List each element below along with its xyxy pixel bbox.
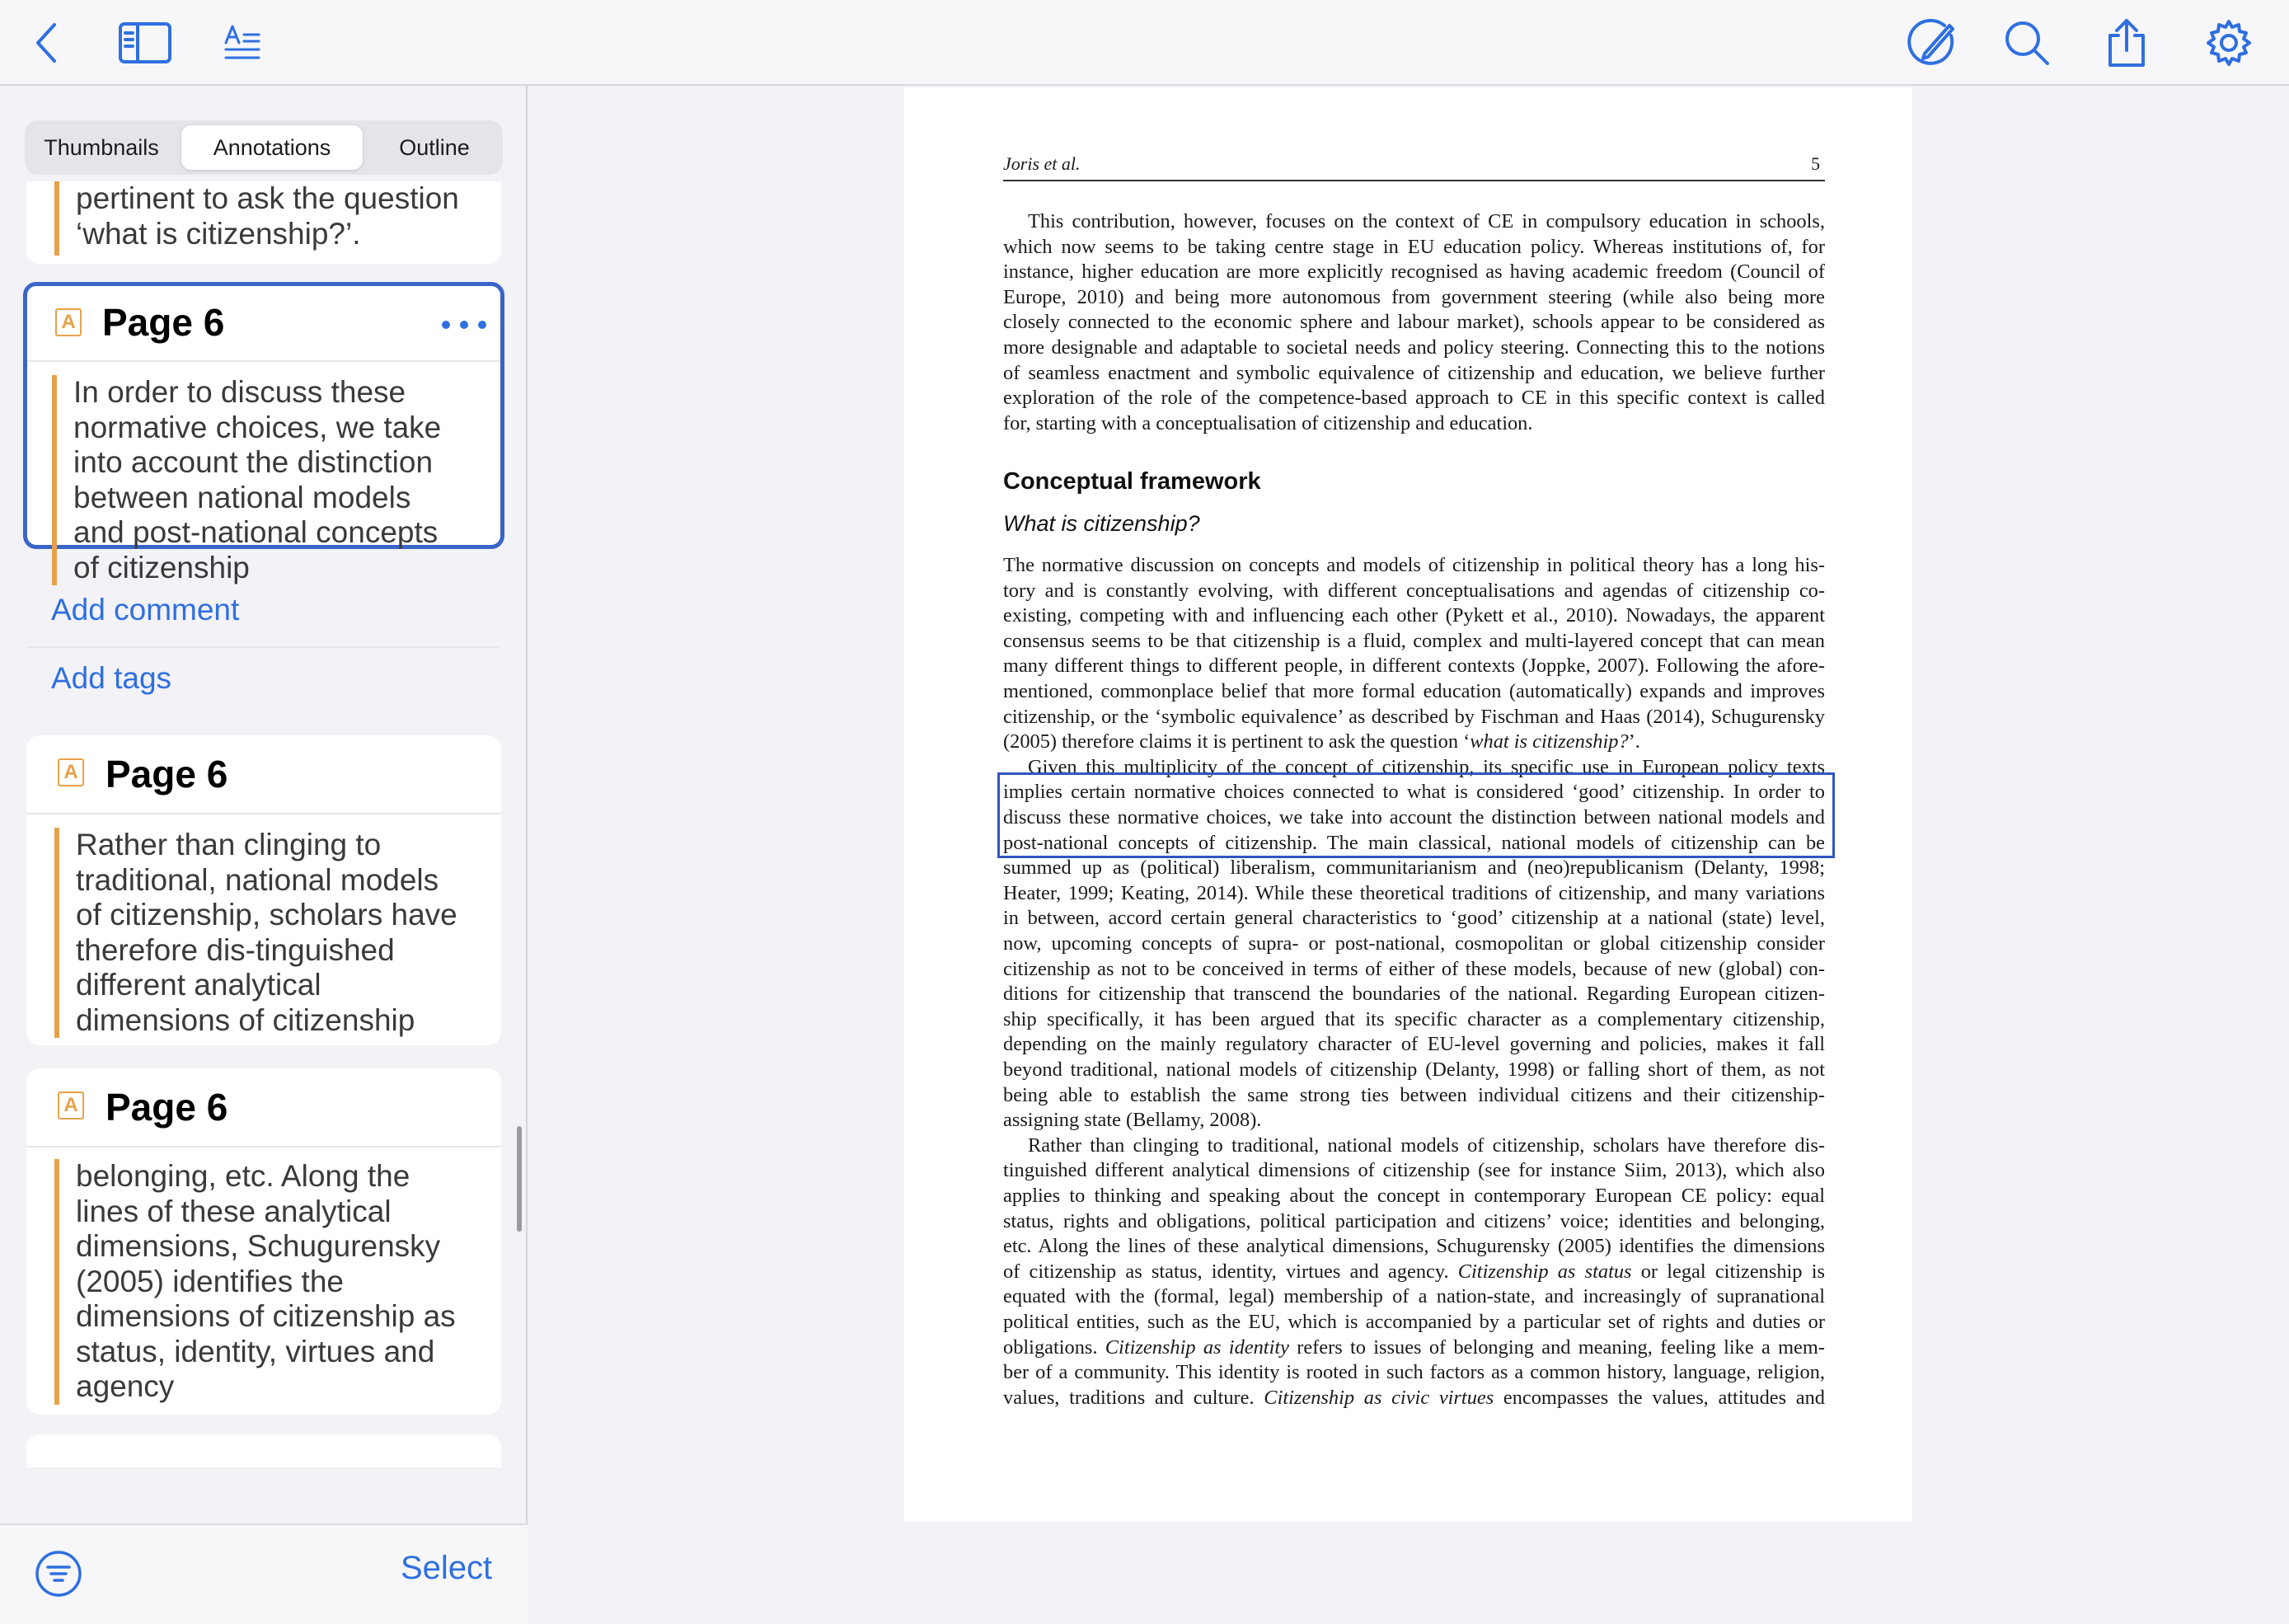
body-text-line: in between, accord certain general characteristics to ‘good’ citizenship at a national (state) level, <box>1003 907 1825 930</box>
header-rule <box>1003 180 1825 181</box>
quote-line: In order to discuss these <box>73 375 406 409</box>
body-text-line: existing, competing with and influencing each other (Pykett et al., 2010). Nowadays, the apparent <box>1003 604 1825 627</box>
text-run: of citizenship as status, identity, virtues and agency. <box>1003 1260 1458 1283</box>
body-text-line: instance, higher education are more explicitly recognised as having academic freedom (Council of <box>1003 260 1825 284</box>
divider <box>26 1146 501 1148</box>
annotation-quote <box>54 181 459 256</box>
body-text-line: ber of a community. This identity is rooted in such factors as a common history, language, religion, <box>1003 1361 1825 1384</box>
text-run-italic: what is citizenship? <box>1470 730 1629 753</box>
subsection-heading: What is citizenship? <box>1003 511 1200 536</box>
body-text-line: Rather than clinging to traditional, national models of citizenship, scholars have therefore dis- <box>1028 1134 1825 1157</box>
annotation-selection-box[interactable] <box>997 772 1835 858</box>
add-comment-link[interactable]: Add comment <box>51 593 240 627</box>
divider <box>27 646 500 648</box>
markup-pen-icon[interactable] <box>1904 15 1960 71</box>
quote-line: of citizenship <box>73 550 250 584</box>
annotation-card-header <box>26 735 501 813</box>
annotation-card[interactable] <box>26 735 501 1045</box>
text-format-icon[interactable] <box>214 15 270 71</box>
body-text-line: The normative discussion on concepts and models of citizenship in political theory has a long his- <box>1003 554 1825 576</box>
body-text-line: summed up as (political) liberalism, communitarianism and (neo)republicanism (Delanty, 1998; <box>1003 857 1825 880</box>
running-head: Joris et al. <box>1003 153 1081 174</box>
quote-line: normative choices, we take <box>73 410 442 444</box>
body-text-line: etc. Along the lines of these analytical dimensions, Schugurensky (2005) identifies the dimensions <box>1003 1235 1825 1258</box>
search-icon[interactable] <box>1999 15 2055 71</box>
text-annotation-icon: A <box>55 308 82 336</box>
share-icon[interactable] <box>2099 15 2155 71</box>
add-tags-link[interactable]: Add tags <box>51 661 172 695</box>
select-button[interactable]: Select <box>401 1550 493 1586</box>
divider <box>27 360 500 362</box>
annotation-page-label: Page 6 <box>106 753 228 796</box>
quote-line: pertinent to ask the question <box>76 181 459 215</box>
top-toolbar <box>0 0 2289 86</box>
body-text-line: political entities, such as the EU, which is accompanied by a particular set of rights and duties or <box>1003 1311 1825 1333</box>
body-text-line: consensus seems to be that citizenship is a fluid, complex and multi-layered concept that can mean <box>1003 629 1825 652</box>
body-text-line <box>1003 730 1825 755</box>
quote-line: dimensions, Schugurensky <box>76 1229 441 1263</box>
quote-line: different analytical <box>76 968 321 1002</box>
quote-line: between national models <box>73 480 411 514</box>
text-run-italic: Citizenship as identity <box>1105 1335 1289 1359</box>
body-text-line: citizenship, or the ‘symbolic equivalence’ as described by Fischman and Haas (2014), Schugurensky <box>1003 705 1825 728</box>
annotation-card-selected[interactable] <box>23 282 504 695</box>
annotations-sidebar <box>0 86 528 1586</box>
body-text-line: mentioned, commonplace belief that more formal education (automatically) expands and improves <box>1003 680 1825 702</box>
text-run: encompasses the values, attitudes and <box>1494 1386 1825 1409</box>
text-run: ’. <box>1628 730 1640 753</box>
annotation-card-header <box>27 286 500 364</box>
annotation-card[interactable] <box>26 1068 501 1415</box>
quote-line: lines of these analytical <box>76 1194 392 1228</box>
body-text-line: depending on the mainly regulatory character of EU-level governing and policies, makes it fall <box>1003 1033 1825 1056</box>
body-text-line: applies to thinking and speaking about the concept in contemporary European CE policy: equal <box>1003 1185 1825 1207</box>
filter-list-icon[interactable] <box>35 1550 82 1598</box>
sidebar-footer <box>0 1523 528 1624</box>
annotation-card-partial[interactable] <box>26 181 501 264</box>
body-text-line: closely connected to the economic sphere and labour market), schools appear to be considered as <box>1003 311 1825 334</box>
body-text-line <box>1003 1260 1825 1285</box>
body-text-line: ship specifically, it has been argued that its specific character as a complementary citizenship, <box>1003 1007 1825 1030</box>
page-number: 5 <box>1811 153 1820 174</box>
text-run-italic: Citizenship as civic virtues <box>1264 1386 1494 1409</box>
quote-line: and post-national concepts <box>73 515 439 549</box>
body-text-line: Heater, 1999; Keating, 2014). While these theoretical traditions of citizenship, and many variations <box>1003 881 1825 904</box>
body-text-line: status, rights and obligations, political participation and citizens’ voice; identities and belonging, <box>1003 1209 1825 1232</box>
body-text-line: assigning state (Bellamy, 2008). <box>1003 1109 1262 1132</box>
text-annotation-icon: A <box>58 758 84 786</box>
body-text-line: being able to establish the same strong ties between individual citizens and their citizenship- <box>1003 1083 1825 1106</box>
quote-line: agency <box>76 1369 175 1403</box>
text-run: obligations. <box>1003 1335 1105 1359</box>
text-annotation-icon: A <box>58 1091 84 1119</box>
body-text-line: tinguished different analytical dimensions of citizenship (see for instance Siim, 2013), which also <box>1003 1159 1825 1182</box>
quote-line: (2005) identifies the <box>76 1264 344 1298</box>
body-text-line: many different things to different people, in different contexts (Joppke, 2007). Following the afore- <box>1003 655 1825 678</box>
annotation-page-label: Page 6 <box>106 1086 228 1129</box>
annotation-card-partial[interactable] <box>26 1434 501 1467</box>
back-chevron-icon[interactable] <box>18 15 74 71</box>
quote-line: ‘what is citizenship?’. <box>76 216 361 251</box>
body-text-line: ditions for citizenship that transcend the boundaries of the national. Regarding European citizen- <box>1003 983 1825 1006</box>
tab-annotations[interactable]: Annotations <box>181 125 363 170</box>
annotation-card-header <box>26 1068 501 1146</box>
quote-line: Rather than clinging to <box>76 828 382 861</box>
body-text-line highlighted[interactable]: discuss these normative choices, we take into account the distinction between national models and <box>1003 806 1825 828</box>
text-run: values, traditions and culture. <box>1003 1386 1264 1409</box>
annotation-quote <box>52 375 441 585</box>
body-text-line: of seamless enactment and symbolic equivalence of citizenship and education, we believe further <box>1003 361 1825 384</box>
body-text-line: beyond traditional, national models of citizenship (Delanty, 1998) or falling short of them, as not <box>1003 1058 1825 1081</box>
body-text-line: citizenship as not to be conceived in terms of either of these models, because of new (global) con- <box>1003 957 1825 980</box>
annotation-quote <box>54 1159 456 1405</box>
settings-gear-icon[interactable] <box>2201 15 2257 71</box>
text-run: or legal citizenship is <box>1631 1260 1825 1283</box>
body-text-line: This contribution, however, focuses on the context of CE in compulsory education in schools, <box>1028 210 1825 232</box>
body-text-line: equated with the (formal, legal) membership of a nation-state, and increasingly of supranational <box>1003 1285 1825 1308</box>
quote-line: dimensions of citizenship <box>76 1002 415 1037</box>
body-text-line highlighted[interactable]: implies certain normative choices connected to what is considered ‘good’ citizenship. In order to <box>1003 781 1825 804</box>
body-text-line: Europe, 2010) and being more autonomous from government steering (while also being more <box>1003 285 1825 308</box>
text-run: (2005) therefore claims it is pertinent to ask the question ‘ <box>1003 730 1470 753</box>
quote-line: belonging, etc. Along the <box>76 1159 410 1193</box>
annotation-page-label: Page 6 <box>102 301 225 344</box>
more-options-icon[interactable] <box>441 319 487 329</box>
annotation-quote <box>54 828 457 1038</box>
body-text-line: for, starting with a conceptualisation of citizenship and education. <box>1003 411 1533 434</box>
quote-line: of citizenship, scholars have <box>76 898 457 932</box>
quote-line: into account the distinction <box>73 445 434 479</box>
body-text-line <box>1003 1335 1825 1361</box>
section-heading: Conceptual framework <box>1003 468 1261 495</box>
sidebar-tabs <box>25 120 503 175</box>
body-text-line: more designable and adaptable to societal needs and policy steering. Connecting this to the notions <box>1003 336 1825 359</box>
tab-outline[interactable]: Outline <box>399 135 470 160</box>
body-text-line: now, upcoming concepts of supra- or post-national, cosmopolitan or global citizenship consider <box>1003 932 1825 955</box>
sidebar-scrollbar[interactable] <box>517 1126 522 1232</box>
text-run: refers to issues of belonging and meaning, feeling like a mem- <box>1288 1335 1825 1359</box>
quote-line: therefore dis-tinguished <box>76 932 395 967</box>
body-text-line: exploration of the role of the competence-based approach to CE in this specific context is called <box>1003 387 1825 410</box>
text-run-italic: Citizenship as status <box>1457 1260 1632 1283</box>
tab-thumbnails[interactable]: Thumbnails <box>44 135 159 160</box>
body-text-line <box>1003 1386 1825 1411</box>
body-text-line highlighted[interactable]: post-national concepts of citizenship. The main classical, national models of citizenship can be <box>1003 831 1825 854</box>
divider <box>26 813 501 814</box>
quote-line: traditional, national models <box>76 862 439 897</box>
sidebar-toggle-icon[interactable] <box>117 15 173 71</box>
body-text-line: Given this multiplicity of the concept of citizenship, its specific use in European policy texts <box>1028 755 1825 778</box>
body-text-line: tory and is constantly evolving, with different conceptualisations and agendas of citizenship co- <box>1003 579 1825 602</box>
quote-line: status, identity, virtues and <box>76 1334 435 1368</box>
quote-line: dimensions of citizenship as <box>76 1299 456 1333</box>
body-text-line: which now seems to be taking centre stage in EU education policy. Whereas institutions of, for <box>1003 235 1825 258</box>
